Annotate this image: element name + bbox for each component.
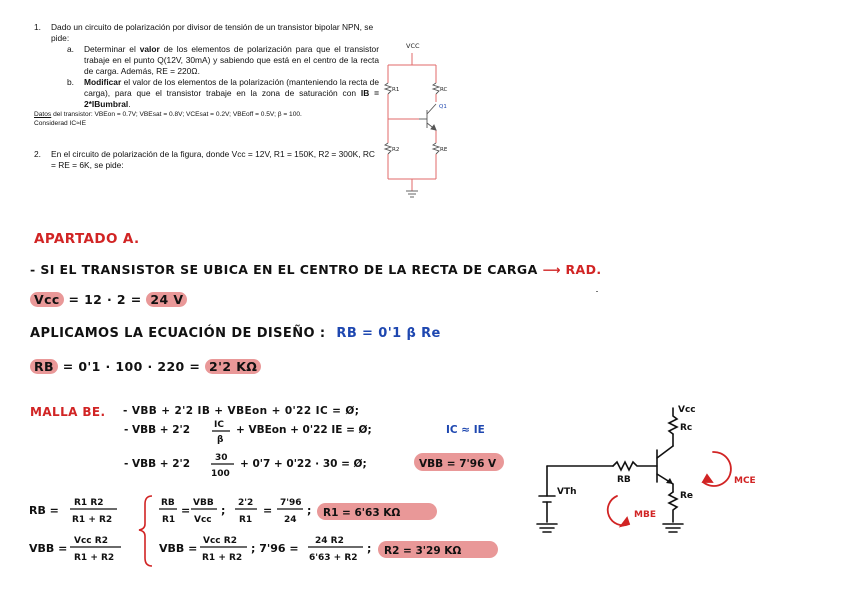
r1-result: R1 = 6'63 KΩ — [323, 507, 401, 519]
re-resistor-symbol — [433, 143, 439, 154]
rb-label-2: RB — [617, 475, 631, 485]
ground-left-icon — [537, 524, 557, 532]
rb-var: RB — [30, 359, 58, 374]
vcc-expression: = 12 · 2 = — [63, 292, 147, 307]
question-1-number: 1. — [34, 22, 41, 32]
ratio2-numerator: VBB — [193, 498, 214, 508]
question-2-number: 2. — [34, 149, 41, 159]
load-line-text: - SI EL TRANSISTOR SE UBICA EN EL CENTRO DE LA RECTA DE CARGA — [30, 262, 538, 277]
vbb-formula-denominator: R1 + R2 — [74, 553, 115, 563]
eq2-denominator: β — [217, 435, 224, 445]
vth-source-symbol — [539, 496, 555, 522]
rb-expression: = 0'1 · 100 · 220 = — [57, 359, 206, 374]
load-line-result: RAD. — [565, 262, 602, 277]
design-equation-text: APLICAMOS LA ECUACIÓN DE DISEÑO : — [30, 326, 326, 341]
rb-equation — [30, 359, 261, 374]
question-2-text: En el circuito de polarización de la figura, donde Vcc = 12V, R1 = 150K, R2 = 300K, RC = RE = 6K, se pide: — [51, 149, 375, 170]
mbe-label: MBE — [634, 510, 656, 520]
ratio2-denominator: Vcc — [194, 515, 212, 525]
ratio-separator-2: ; — [307, 504, 312, 517]
ground-right-icon — [663, 524, 683, 532]
eq3-part-b: + 0'7 + 0'22 · 30 = Ø; — [240, 458, 367, 470]
r2-result: R2 = 3'29 KΩ — [384, 545, 462, 557]
rb-formula-numerator: R1 R2 — [74, 498, 104, 508]
r2-resistor-symbol — [385, 143, 391, 154]
problem-statement — [34, 22, 379, 171]
eq2-numerator: IC — [214, 420, 224, 430]
rc-resistor-symbol — [669, 408, 677, 434]
ratio1-denominator: R1 — [162, 515, 176, 525]
question-1a-bold: valor — [139, 44, 160, 54]
question-1-text: Dado un circuito de polarización por divisor de tensión de un transistor bipolar NPN, se pide: — [51, 22, 374, 43]
rc-resistor-symbol — [433, 83, 439, 94]
thevenin-equations — [25, 492, 535, 572]
ground-symbol — [406, 191, 418, 197]
vbb2-middle: ; 7'96 = — [251, 542, 299, 555]
ratio-equals-2: = — [263, 504, 273, 517]
question-1a-text: Determinar el — [84, 44, 140, 54]
malla-be-heading: MALLA BE. — [30, 405, 106, 419]
arrow-icon: ⟶ — [542, 262, 561, 277]
kvl-equation-2 — [120, 413, 520, 449]
vcc-equation — [30, 292, 187, 307]
rb-formula-denominator: R1 + R2 — [72, 515, 113, 525]
r1-label: R1 — [392, 87, 400, 93]
vbb-formula-numerator: Vcc R2 — [74, 536, 108, 546]
considerad-text: Considerad IC≈IE — [34, 119, 86, 127]
rc-label-2: Rc — [680, 423, 693, 433]
circuit-diagram-2 — [535, 400, 765, 550]
question-1b-bold-2: IB = 2*IBumbral — [84, 88, 379, 109]
vbb2-denominator-2: 6'63 + R2 — [309, 553, 358, 563]
vbb-formula-lhs: VBB = — [29, 542, 68, 555]
eq3-part-a: - VBB + 2'2 — [124, 458, 191, 470]
question-2 — [34, 149, 379, 171]
r2-label: R2 — [392, 147, 400, 153]
question-1b-end: . — [128, 99, 131, 109]
re-label: RE — [440, 147, 448, 153]
vbb2-numerator-2: 24 R2 — [315, 536, 344, 546]
circuit-diagram-1 — [375, 35, 465, 210]
q1-label: Q1 — [439, 104, 447, 110]
kvl-equation-3 — [120, 446, 530, 484]
ratio3-denominator: R1 — [239, 515, 253, 525]
rb-resistor-symbol — [613, 462, 657, 470]
eq3-numerator: 30 — [215, 453, 228, 463]
vbb2-lhs: VBB = — [159, 542, 198, 555]
ratio1-numerator: RB — [161, 498, 175, 508]
ratio4-numerator: 7'96 — [280, 498, 302, 508]
design-equation: RB = 0'1 β Re — [336, 326, 441, 341]
rb-formula-lhs: RB = — [29, 504, 59, 517]
design-equation-line — [30, 326, 441, 341]
r1-resistor-symbol — [385, 83, 391, 94]
eq3-denominator: 100 — [211, 469, 230, 479]
datos-text: del transistor: VBEon = 0.7V; VBEsat = 0.8V; VCEsat = 0.2V; VBEoff = 0.5V; β = 100. — [51, 111, 302, 118]
load-line-statement — [30, 262, 602, 277]
ratio-separator-1: ; — [221, 504, 226, 517]
mce-label: MCE — [734, 476, 756, 486]
ratio-separator-3: ; — [367, 542, 372, 555]
re-resistor-symbol — [669, 492, 677, 522]
vcc-label: VCC — [406, 42, 420, 50]
question-1a-number: a. — [67, 44, 74, 54]
eq2-part-b: + VBEon + 0'22 IE = Ø; — [236, 424, 372, 436]
kvl-equation-1: - VBB + 2'2 IB + VBEon + 0'22 IC = Ø; — [123, 405, 360, 417]
datos-label: Datos — [34, 111, 52, 118]
vth-label: VTh — [557, 487, 577, 497]
re-label-2: Re — [680, 491, 694, 501]
stray-dot — [596, 291, 598, 292]
rb-result: 2'2 KΩ — [205, 359, 261, 374]
ic-approx-ie: IC ≈ IE — [446, 424, 485, 436]
question-1 — [34, 22, 379, 44]
question-1b-bold: Modificar — [84, 77, 122, 87]
vcc-var: Vcc — [30, 292, 64, 307]
eq2-part-a: - VBB + 2'2 — [124, 424, 191, 436]
question-1b — [34, 77, 379, 110]
question-1b-text: el valor de los elementos de la polarización (manteniendo la recta de carga), para que el transistor trabaje en la zona de saturación con — [84, 77, 379, 98]
apartado-heading: APARTADO A. — [34, 231, 140, 247]
ratio4-denominator: 24 — [284, 515, 297, 525]
rc-label: RC — [440, 87, 448, 93]
transistor-symbol — [419, 104, 436, 130]
transistor-data — [34, 111, 379, 128]
brace-symbol — [139, 496, 152, 566]
ratio3-numerator: 2'2 — [238, 498, 254, 508]
vbb-result: VBB = 7'96 V — [419, 458, 497, 470]
vbb2-denominator: R1 + R2 — [202, 553, 243, 563]
ratio-equals: = — [181, 504, 191, 517]
question-1b-number: b. — [67, 77, 74, 87]
vcc-result: 24 V — [146, 292, 187, 307]
vcc-label-2: Vcc — [678, 405, 696, 415]
vbb2-numerator: Vcc R2 — [203, 536, 237, 546]
question-1a-text-end: de los elementos de polarización para que el transistor trabaje en el punto Q(12V, 30mA) y sabiendo que está en el centro de la recta de carga. Además, RE = 220Ω. — [84, 44, 380, 76]
question-1a — [34, 44, 379, 77]
